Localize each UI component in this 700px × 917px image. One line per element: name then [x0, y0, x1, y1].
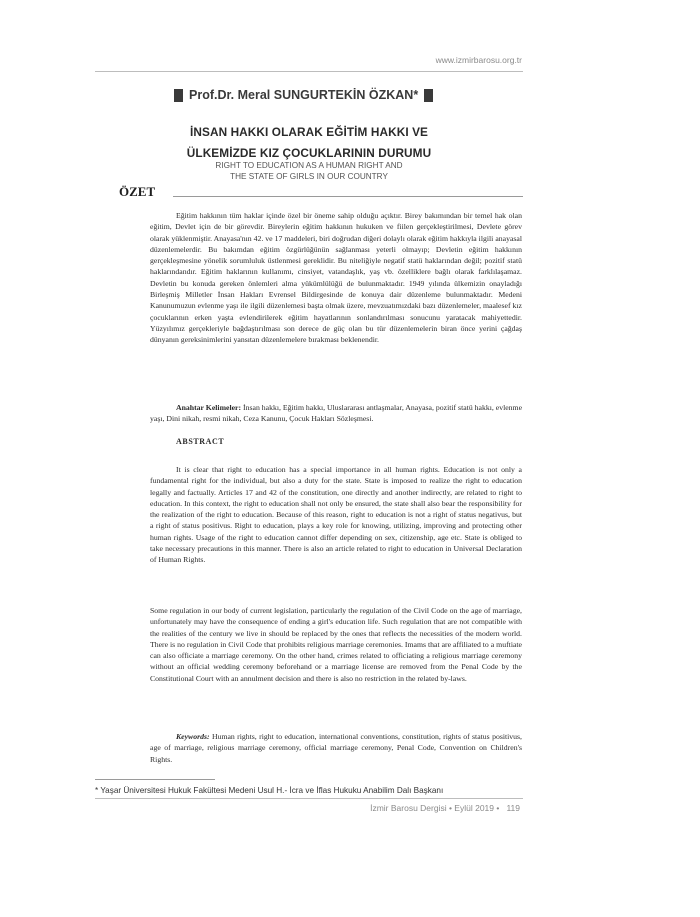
ozet-text: Eğitim hakkının tüm haklar içinde özel bir öneme sahip olduğu açıktır. Birey bakımından bir temel hak olan eğitim, Devlet için de bir görevdir. Bireylerin eğitim hakkının hukuken ve fiilen gerçekleştirilmesi, Devlete görev olarak yüklenmiştir. Anayasa'nın 42. ve 17 maddeleri, biri doğrudan diğeri dolaylı olarak eğitim hakkıyla ilgili anayasal düzenlemelerdir. Bu bakımdan eğitim özgürlüğünün sağlanması yeterli olmayıp; Devletin eğitim hakkının gerçekleşmesine yönelik sorumluluk üstlenmesi gereklidir. Bu niteliğiyle negatif statü haklarından değil; pozitif statü haklarındandır. Eğitim haklarının kullanımı, cinsiyet, vatandaşlık, yaş vb. özelliklere bağlı olarak farklılaşamaz. Devletin bu konuda gereken önlemleri alma yükümlülüğü de bulunmaktadır. 1949 yılında ülkemizin onayladığı Birleşmiş Milletler İnsan Hakları Evrensel Bildirgesinde de konuya dair düzenleme bulunmaktadır. Medeni Kanunumuzun evlenme yaşı ile ilgili düzenlemesi başta olmak üzere, mevzuatımızdaki bazı düzenlemeler, maalesef kız çocuklarının erken yaşta evlendirilerek eğitim hayatlarının sonlandırılması sonucunu yaratacak mahiyettedir. Yüzyılımız gerçekleriyle bağdaştırılması son derece de güç olan bu tür düzenlemelerin biran önce yerini çağdaş dünyanın gereksinimlerini yansıtan düzenlemelere bırakması beklenendir. [150, 211, 522, 345]
subtitle-line-1: RIGHT TO EDUCATION AS A HUMAN RIGHT AND [215, 161, 403, 170]
author-row [174, 88, 433, 102]
ozet-keywords-label: Anahtar Kelimeler: [176, 403, 242, 412]
footer-rule [95, 798, 523, 799]
title-line-1: İNSAN HAKKI OLARAK EĞİTİM HAKKI VE [189, 125, 429, 139]
abstract-keywords-label: Keywords: [176, 732, 210, 741]
abstract-paragraph-1 [150, 464, 522, 566]
ozet-rule [173, 196, 523, 197]
footnote-rule [95, 779, 215, 780]
article-subtitle [95, 160, 523, 182]
page-number: 119 [506, 803, 520, 813]
site-url: www.izmirbarosu.org.tr [435, 55, 522, 65]
header-rule [95, 71, 523, 72]
author-right-block-icon [424, 89, 433, 102]
abstract-text-2: Some regulation in our body of current legislation, particularly the regulation of the Civil Code on the age of marriage, unfortunately may have the consequence of ending a girl's education life. Such regulation that are not compatible with the realities of the century we live in should be replaced by the ones that reflects the necessities of the modern world. There is no regulation in Civil Code that prohibits religious marriage ceremonies. Imams that are affiliated to a muftiate can also officiate a marriage ceremony. On the other hand, crimes related to officiating a religious marriage ceremony without an official wedding ceremony beforehand or a marriage license are removed from the Penal Code by the Constitutional Court with an annulment decision and there is also no restriction in the related by-laws. [150, 606, 522, 683]
journal-info: İzmir Barosu Dergisi • Eylül 2019 • [370, 803, 500, 813]
ozet-keywords-text: İnsan hakkı, Eğitim hakkı, Uluslararası antlaşmalar, Anayasa, pozitif statü hakkı, evlenme yaşı, Dini nikah, resmi nikah, Ceza Kanunu, Çocuk Hakları Sözleşmesi. [150, 403, 523, 424]
ozet-heading: ÖZET [119, 184, 156, 199]
abstract-keywords-text: Human rights, right to education, international conventions, constitution, rights of status positivus, age of marriage, religious marriage ceremony, official marriage ceremony, Penal Code, Convention on Children's Rights. [150, 732, 522, 764]
ozet-paragraph [150, 210, 522, 346]
ozet-keywords [150, 402, 522, 425]
footnote: * Yaşar Üniversitesi Hukuk Fakültesi Medeni Usul H.- İcra ve İflas Hukuku Anabilim Dalı Başkanı [95, 786, 444, 795]
abstract-heading: ABSTRACT [176, 437, 225, 446]
title-line-2: ÜLKEMİZDE KIZ ÇOCUKLARININ DURUMU [186, 146, 432, 160]
page-footer [370, 803, 520, 813]
author-left-block-icon [174, 89, 183, 102]
abstract-keywords [150, 731, 522, 765]
abstract-paragraph-2 [150, 605, 522, 684]
article-title [95, 122, 523, 164]
subtitle-line-2: THE STATE OF GIRLS IN OUR COUNTRY [230, 172, 388, 181]
abstract-text-1: It is clear that right to education has a special importance in all human rights. Education is not only a fundamental right for the individual, but also a duty for the state. State is imposed to realize the right to education legally and factually. Articles 17 and 42 of the constitution, one directly and another indirectly, are related to right to education. In this context, the right to education shall not only be ensured, the state shall also bear the responsibility for the realization of the right to education. Because of this reason, right to education is not a right of status negativus, but a right of status positivus. Right to education, plays a key role for knowing, utilizing, improving and protecting other human rights. Usage of the right to education cannot differ depending on sex, citizenship, age etc. State is obliged to take necessary precautions in this manner. There is also an article related to right to education in Universal Declaration of Human Rights. [150, 465, 522, 565]
author-name: Prof.Dr. Meral SUNGURTEKİN ÖZKAN* [189, 88, 419, 102]
